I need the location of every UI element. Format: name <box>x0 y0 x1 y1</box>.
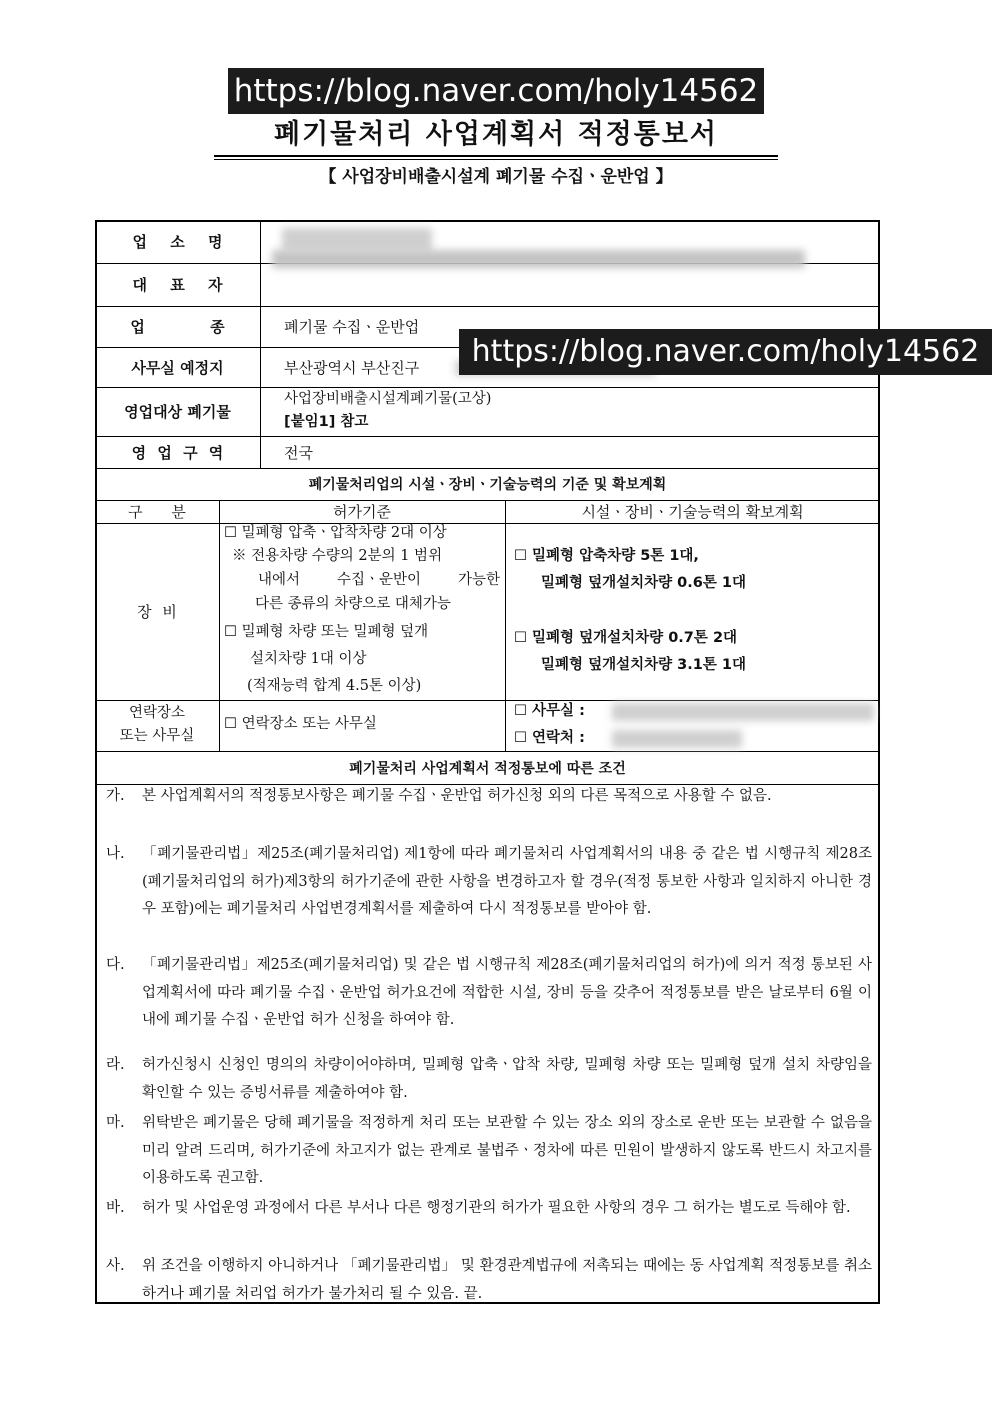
phone-number-redacted <box>612 730 742 748</box>
criteria-line: ☐ 밀폐형 차량 또는 밀폐형 덮개 <box>224 624 429 640</box>
plan-column-header: 시설ㆍ장비ㆍ기술능력의 확보계획 <box>581 503 804 521</box>
condition-text: 위탁받은 폐기물은 당해 폐기물을 적정하게 처리 또는 보관할 수 있는 장소 외의 장소로 운반 또는 보관할 수 없음을 미리 알려 드리며, 허가기준에 차고지가 없는 관계로 불법주ㆍ정차에 따른 민원이 발생하지 않도록 반드시 차고지를 이용하도록 권고함. <box>142 1115 872 1186</box>
condition-item-ra <box>106 1052 872 1107</box>
title-underline <box>214 155 778 160</box>
condition-item-ba <box>106 1195 872 1223</box>
criteria-line: 다른 종류의 차량으로 대체가능 <box>255 596 451 612</box>
criteria-line: ☐ 밀폐형 압축ㆍ압착차량 2대 이상 <box>224 525 447 541</box>
condition-text: 본 사업계획서의 적정통보사항은 폐기물 수집ㆍ운반업 허가신청 외의 다른 목적으로 사용할 수 없음. <box>142 788 772 804</box>
criteria-column-header: 허가기준 <box>333 503 391 521</box>
ceo-name-redacted <box>272 250 805 268</box>
condition-item-ma <box>106 1110 872 1193</box>
document-subtitle: 【 사업장비배출시설계 폐기물 수집ㆍ운반업 】 <box>319 167 673 187</box>
watermark-url-middle: https://blog.naver.com/holy14562 <box>459 329 992 375</box>
ceo-label: 대 표 자 <box>132 276 223 294</box>
contact-label-line2: 또는 사무실 <box>119 728 195 744</box>
business-area-label: 영 업 구 역 <box>131 443 224 462</box>
condition-marker: 마. <box>106 1115 125 1131</box>
condition-marker: 사. <box>106 1258 125 1274</box>
condition-text: 「폐기물관리법」제25조(폐기물처리업) 및 같은 법 시행규칙 제28조(폐기물처리업의 허가)에 의거 적정 통보된 사업계획서에 따라 폐기물 수집ㆍ운반업 허가요건에 적합한 시설, 장비 등을 갖추어 적정통보를 받은 날로부터 6월 이내에 폐기물 수집ㆍ운반업 허가 신청을 하여야 함. <box>142 957 872 1028</box>
condition-marker: 다. <box>106 957 125 973</box>
condition-text: 허가 및 사업운영 과정에서 다른 부서나 다른 행정기관의 허가가 필요한 사항의 경우 그 허가는 별도로 득해야 함. <box>142 1200 851 1216</box>
watermark-url-top: https://blog.naver.com/holy14562 <box>228 68 764 114</box>
contact-phone-label: ☐ 연락처 : <box>514 730 585 746</box>
condition-marker: 가. <box>106 788 125 804</box>
equipment-label: 장 비 <box>137 603 177 621</box>
company-name-label: 업 소 명 <box>132 233 223 251</box>
condition-item-ga <box>106 783 872 811</box>
conditions-section-title: 폐기물처리 사업계획서 적정통보에 따른 조건 <box>349 760 626 777</box>
office-address-redacted <box>612 703 874 721</box>
company-name-redacted <box>282 228 432 252</box>
plan-line: 밀폐형 덮개설치차량 3.1톤 1대 <box>541 657 746 673</box>
business-area-value: 전국 <box>284 443 313 462</box>
condition-marker: 바. <box>106 1200 125 1216</box>
condition-item-da <box>106 952 872 1035</box>
condition-item-na <box>106 841 872 924</box>
target-waste-value: 사업장비배출시설계폐기물(고상) <box>284 391 492 407</box>
office-location-label: 사무실 예정지 <box>131 358 224 377</box>
contact-label-line1: 연락장소 <box>128 705 186 721</box>
plan-line: ☐ 밀폐형 압축차량 5톤 1대, <box>514 548 699 564</box>
target-waste-label: 영업대상 폐기물 <box>124 403 231 421</box>
criteria-line: 설치차량 1대 이상 <box>250 651 367 667</box>
condition-text: 「폐기물관리법」제25조(폐기물처리업) 제1항에 따라 폐기물처리 사업계획서의 내용 중 같은 법 시행규칙 제28조(폐기물처리업의 허가)제3항의 허가기준에 관한 사항을 변경하고자 할 경우(적정 통보한 사항과 일치하지 아니한 경우 포함)에는 폐기물처리 사업변경계획서를 제출하여 다시 적정통보를 받아야 함. <box>142 846 872 917</box>
criteria-line: (적재능력 합계 4.5톤 이상) <box>247 678 422 694</box>
column-divider <box>505 500 506 751</box>
row-divider <box>95 700 880 701</box>
category-column-header: 구 분 <box>128 503 186 521</box>
plan-line: ☐ 밀폐형 덮개설치차량 0.7톤 2대 <box>514 630 738 646</box>
contact-criteria: ☐ 연락장소 또는 사무실 <box>224 716 377 732</box>
condition-item-sa <box>106 1253 872 1308</box>
condition-text: 위 조건을 이행하지 아니하거나 「폐기물관리법」 및 환경관계법규에 저촉되는 때에는 동 사업계획 적정통보를 취소하거나 폐기물 처리업 허가가 불가처리 될 수 있음. 끝. <box>142 1258 872 1302</box>
condition-marker: 나. <box>106 846 125 862</box>
business-type-value: 폐기물 수집ㆍ운반업 <box>284 318 420 336</box>
condition-marker: 라. <box>106 1057 125 1073</box>
condition-text: 허가신청시 신청인 명의의 차량이어야하며, 밀폐형 압축ㆍ압착 차량, 밀폐형 차량 또는 밀폐형 덮개 설치 차량임을 확인할 수 있는 증빙서류를 제출하여야 함. <box>142 1057 872 1101</box>
criteria-line: ※ 전용차량 수량의 2분의 1 범위 <box>232 548 443 564</box>
target-waste-note: [붙임1] 참고 <box>284 414 369 430</box>
standards-section-title: 폐기물처리업의 시설ㆍ장비ㆍ기술능력의 기준 및 확보계획 <box>308 477 667 493</box>
office-location-value: 부산광역시 부산진구 <box>284 358 420 377</box>
plan-line: 밀폐형 덮개설치차량 0.6톤 1대 <box>541 575 746 591</box>
document-title: 폐기물처리 사업계획서 적정통보서 <box>273 119 719 150</box>
business-type-label: 업 종 <box>130 318 225 336</box>
criteria-line: 내에서 수집ㆍ운반이 가능한 <box>258 572 500 588</box>
contact-office-label: ☐ 사무실 : <box>514 703 585 719</box>
column-divider <box>219 500 220 751</box>
